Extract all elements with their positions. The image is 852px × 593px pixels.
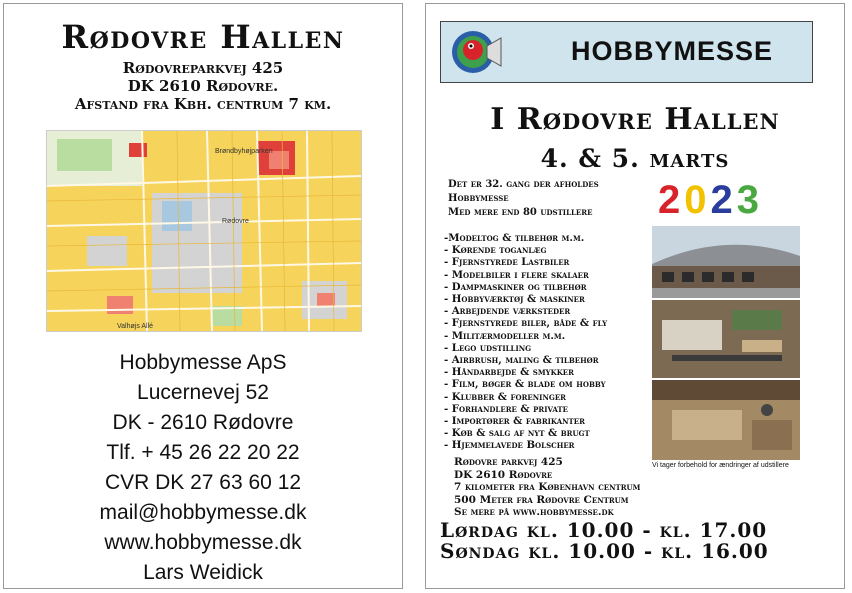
address-line: 7 kilometer fra København centrum (454, 481, 641, 493)
photo-disclaimer: Vi tager forbehold for ændringer af udstillere (652, 462, 789, 469)
event-intro (448, 178, 599, 220)
address-line: 500 Meter fra Rødovre Centrum (454, 493, 629, 506)
list-item: - Lego udstilling (444, 341, 532, 354)
year-digit: 0 (684, 178, 711, 222)
photo-arena (652, 226, 800, 298)
list-item: - Kørende toganlæg (444, 244, 547, 257)
contact-street: Lucernevej 52 (137, 381, 269, 404)
event-year (658, 178, 763, 223)
list-item: - Film, bøger & blade om hobby (444, 378, 606, 391)
list-item: - Hobbyværktøj & maskiner (444, 293, 585, 306)
event-address (454, 456, 640, 519)
left-page (3, 3, 403, 589)
contact-company: Hobbymesse ApS (119, 351, 287, 374)
contact-email[interactable]: mail@hobbymesse.dk (99, 501, 307, 524)
address-line: Rødovreparkvej 425 (122, 59, 284, 77)
address-line: Afstand fra Kbh. centrum 7 km. (74, 95, 332, 113)
intro-line: Med mere end 80 udstillere (448, 207, 593, 218)
intro-line: Hobbymesse (448, 193, 509, 204)
list-item: - Fjernstyrede biler, både & fly (444, 317, 608, 330)
hours-saturday: Lørdag kl. 10.00 - kl. 17.00 (440, 518, 768, 542)
list-item: - Modelbiler i flere skalaer (444, 268, 589, 281)
address-line: DK 2610 Rødovre (454, 468, 553, 481)
list-item: - Importører & fabrikanter (444, 415, 585, 428)
event-headline: I Rødovre Hallen (490, 102, 780, 137)
contact-person: Lars Weidick (143, 561, 263, 584)
photo-model-railway (652, 300, 800, 378)
contact-phone: Tlf. + 45 26 22 20 22 (106, 441, 300, 464)
map-label: Rødovre (222, 218, 249, 225)
address-line: Rødovre parkvej 425 (454, 456, 563, 468)
event-dates: 4. & 5. marts (540, 144, 730, 173)
header-banner (440, 21, 813, 83)
list-item: - Køb & salg af nyt & brugt (444, 427, 590, 440)
venue-title: Rødovre Hallen (61, 18, 345, 56)
hours-sunday: Søndag kl. 10.00 - kl. 16.00 (440, 539, 769, 563)
list-item: - Militærmodeller m.m. (444, 329, 566, 342)
intro-line: Det er 32. gang der afholdes (448, 179, 599, 190)
location-map (46, 130, 362, 332)
list-item: - Forhandlere & private (444, 402, 568, 415)
address-line: DK 2610 Rødovre. (127, 77, 279, 95)
contact-website[interactable]: www.hobbymesse.dk (104, 531, 302, 554)
list-item: - Fjernstyrede Lastbiler (444, 256, 570, 269)
year-digit: 2 (658, 178, 685, 222)
banner-title: HOBBYMESSE (571, 36, 774, 66)
opening-hours (440, 520, 769, 562)
right-page (425, 3, 845, 589)
map-label: Brøndbyhøjparken (215, 148, 273, 155)
map-label: Valhøjs Allé (117, 323, 154, 330)
list-item: - Håndarbejde & smykker (444, 366, 574, 379)
address-line[interactable]: Se mere på www.hobbymesse.dk (454, 506, 614, 518)
list-item: -Modeltog & tilbehør m.m. (444, 232, 585, 244)
contact-city: DK - 2610 Rødovre (112, 411, 294, 434)
venue-address (4, 59, 402, 113)
contact-cvr: CVR DK 27 63 60 12 (104, 471, 302, 494)
list-item: - Klubber & foreninger (444, 390, 566, 403)
list-item: - Arbejdende værksteder (444, 305, 571, 318)
contact-block (4, 348, 402, 588)
year-digit: 3 (736, 178, 763, 222)
year-digit: 2 (710, 178, 737, 222)
list-item: - Hjemmelavede Bolscher (444, 439, 575, 452)
megaphone-logo-icon (451, 26, 503, 78)
list-item: - Dampmaskiner og tilbehør (444, 280, 587, 293)
photo-column (652, 226, 800, 460)
photo-exhibition-hall (652, 380, 800, 460)
exhibit-list (444, 232, 607, 452)
list-item: - Airbrush, maling & tilbehør (444, 354, 599, 367)
